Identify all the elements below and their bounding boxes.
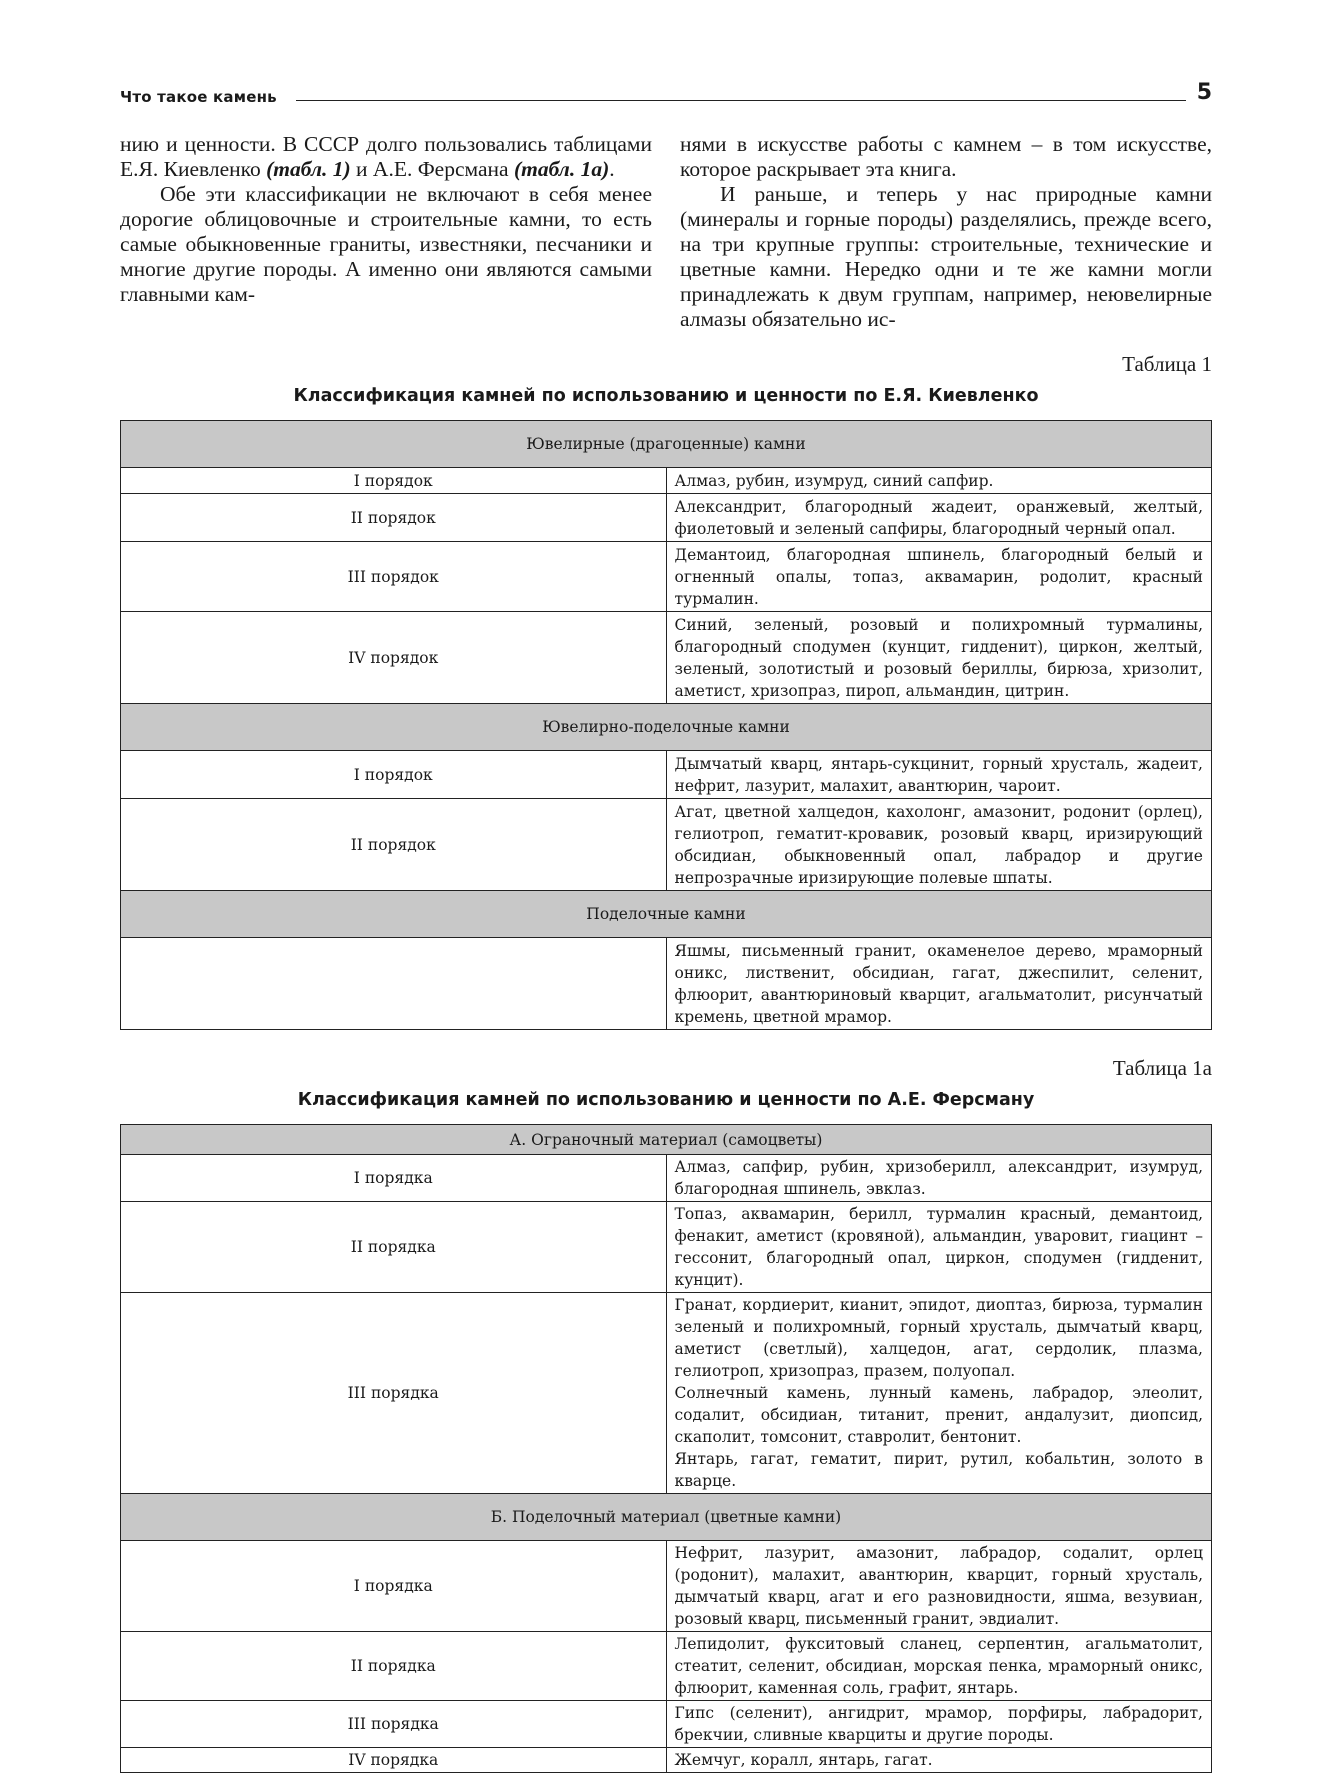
left-paragraph-2: Обе эти классификации не включают в себя менее дорогие облицовочные и строительные камни, то есть самые обыкновенные граниты, известняки, песчаники и многие другие породы. А именно они являются самыми главными кам- [120, 182, 652, 306]
stones-cell: Синий, зеленый, розовый и полихромный турмалины, благородный сподумен (кунцит, гидденит), циркон, желтый, зеленый, золотистый и розовый бериллы, бирюза, хризолит, аметист, хризопраз, пироп, альмандин, цитрин. [666, 612, 1212, 704]
stones-line: Солнечный камень, лунный камень, лабрадор, элеолит, содалит, обсидиан, титанит, пренит, андалузит, диопсид, скаполит, томсонит, ставролит, бентонит. [674, 1384, 1203, 1446]
stones-cell: Топаз, аквамарин, берилл, турмалин красный, демантоид, фенакит, аметист (кровяной), альмандин, уваровит, гиацинт – гессонит, благородный опал, циркон, сподумен (гидденит, кунцит). [666, 1202, 1212, 1293]
section-title: Что такое камень [120, 88, 277, 106]
stones-cell: Дымчатый кварц, янтарь-сукцинит, горный хрусталь, жадеит, нефрит, лазурит, малахит, авантюрин, чароит. [666, 751, 1212, 799]
right-column [680, 132, 1212, 332]
rank-cell: II порядок [121, 494, 667, 542]
table-row [121, 1541, 1212, 1632]
group-title: А. Ограночный материал (самоцветы) [121, 1125, 1212, 1155]
table-row [121, 1293, 1212, 1494]
text-run: нию и ценности. В СССР долго пользовались таблицами Е.Я. Киевленко [120, 132, 652, 181]
book-page [120, 80, 1212, 1773]
table-group-header [121, 891, 1212, 938]
rank-cell: III порядка [121, 1293, 667, 1494]
stones-cell: Демантоид, благородная шпинель, благородный белый и огненный опалы, топаз, аквамарин, родолит, красный турмалин. [666, 542, 1212, 612]
table-1-reference: (табл. 1) [266, 157, 351, 181]
stones-line: Янтарь, гагат, гематит, пирит, рутил, кобальтин, золото в кварце. [674, 1450, 1203, 1490]
rank-cell: III порядок [121, 542, 667, 612]
table-group-header [121, 1125, 1212, 1155]
rank-cell: I порядка [121, 1541, 667, 1632]
table-row [121, 1748, 1212, 1773]
left-column [120, 132, 652, 307]
table-row [121, 494, 1212, 542]
table-row [121, 1701, 1212, 1748]
stones-cell: Лепидолит, фукситовый сланец, серпентин, агальматолит, стеатит, селенит, обсидиан, морская пенка, мраморный оникс, флюорит, каменная соль, графит, янтарь. [666, 1632, 1212, 1701]
group-title: Поделочные камни [121, 891, 1212, 938]
table-row [121, 612, 1212, 704]
stones-cell: Жемчуг, коралл, янтарь, гагат. [666, 1748, 1212, 1773]
table-row [121, 751, 1212, 799]
rank-cell: IV порядка [121, 1748, 667, 1773]
stones-cell: Яшмы, письменный гранит, окаменелое дерево, мраморный оникс, лиственит, обсидиан, гагат, джеспилит, селенит, флюорит, авантюриновый кварцит, агальматолит, рисунчатый кремень, цветной мрамор. [666, 938, 1212, 1030]
stones-cell: Нефрит, лазурит, амазонит, лабрадор, содалит, орлец (родонит), малахит, авантюрин, кварцит, горный хрусталь, дымчатый кварц, агат и его разновидности, яшма, везувиан, розовый кварц, письменный гранит, эвдиалит. [666, 1541, 1212, 1632]
table-group-header [121, 704, 1212, 751]
header-rule [296, 100, 1186, 101]
stones-cell: Алмаз, сапфир, рубин, хризоберилл, александрит, изумруд, благородная шпинель, эвклаз. [666, 1155, 1212, 1202]
rank-cell: I порядок [121, 468, 667, 494]
rank-cell: II порядок [121, 799, 667, 891]
stones-cell: Гипс (селенит), ангидрит, мрамор, порфиры, лабрадорит, брекчии, сливные кварциты и другие породы. [666, 1701, 1212, 1748]
page-number: 5 [1196, 80, 1212, 105]
running-header [120, 80, 1212, 110]
table-row [121, 1155, 1212, 1202]
stones-cell [666, 1293, 1212, 1494]
kievlenko-classification-table [120, 420, 1212, 1030]
rank-cell [121, 938, 667, 1030]
rank-cell: II порядка [121, 1632, 667, 1701]
table-group-header [121, 421, 1212, 468]
stones-cell: Алмаз, рубин, изумруд, синий сапфир. [666, 468, 1212, 494]
table-row [121, 938, 1212, 1030]
rank-cell: I порядка [121, 1155, 667, 1202]
table-row [121, 1632, 1212, 1701]
table-row [121, 1202, 1212, 1293]
table-row [121, 468, 1212, 494]
group-title: Б. Поделочный материал (цветные камни) [121, 1494, 1212, 1541]
table-row [121, 799, 1212, 891]
right-paragraph-1: нями в искусстве работы с камнем – в том искусстве, которое раскрывает эта книга. [680, 132, 1212, 181]
table-1-caption: Таблица 1 [1122, 352, 1212, 376]
table-1a-caption: Таблица 1а [1112, 1056, 1212, 1080]
table-1a-reference: (табл. 1а) [513, 157, 610, 181]
text-run: . [609, 157, 615, 181]
rank-cell: II порядка [121, 1202, 667, 1293]
group-title: Ювелирно-поделочные камни [121, 704, 1212, 751]
fersman-classification-table [120, 1124, 1212, 1773]
rank-cell: III порядка [121, 1701, 667, 1748]
rank-cell: I порядок [121, 751, 667, 799]
rank-cell: IV порядок [121, 612, 667, 704]
left-paragraph-1 [120, 132, 652, 182]
stones-cell: Агат, цветной халцедон, кахолонг, амазонит, родонит (орлец), гелиотроп, гематит-кровавик, розовый кварц, иризирующий обсидиан, обыкновенный опал, лабрадор и другие непрозрачные иризирующие полевые шпаты. [666, 799, 1212, 891]
table-1a-title: Классификация камней по использованию и ценности по А.Е. Ферсману [297, 1090, 1035, 1110]
group-title: Ювелирные (драгоценные) камни [121, 421, 1212, 468]
table-1-title: Классификация камней по использованию и ценности по Е.Я. Киевленко [293, 386, 1039, 406]
intro-columns [120, 132, 1212, 338]
table-group-header [121, 1494, 1212, 1541]
text-run: и А.Е. Ферсмана [350, 157, 514, 181]
right-paragraph-2: И раньше, и теперь у нас природные камни (минералы и горные породы) разделялись, прежде всего, на три крупные группы: строительные, технические и цветные камни. Нередко одни и те же камни могли принадлежать к двум группам, например, неювелирные алмазы обязательно ис- [680, 182, 1212, 331]
table-row [121, 542, 1212, 612]
stones-line: Гранат, кордиерит, кианит, эпидот, диоптаз, бирюза, турмалин зеленый и полихромный, горный хрусталь, дымчатый кварц, аметист (светлый), халцедон, агат, сердолик, плазма, гелиотроп, хризопраз, празем, полуопал. [674, 1296, 1203, 1380]
stones-cell: Александрит, благородный жадеит, оранжевый, желтый, фиолетовый и зеленый сапфиры, благородный черный опал. [666, 494, 1212, 542]
